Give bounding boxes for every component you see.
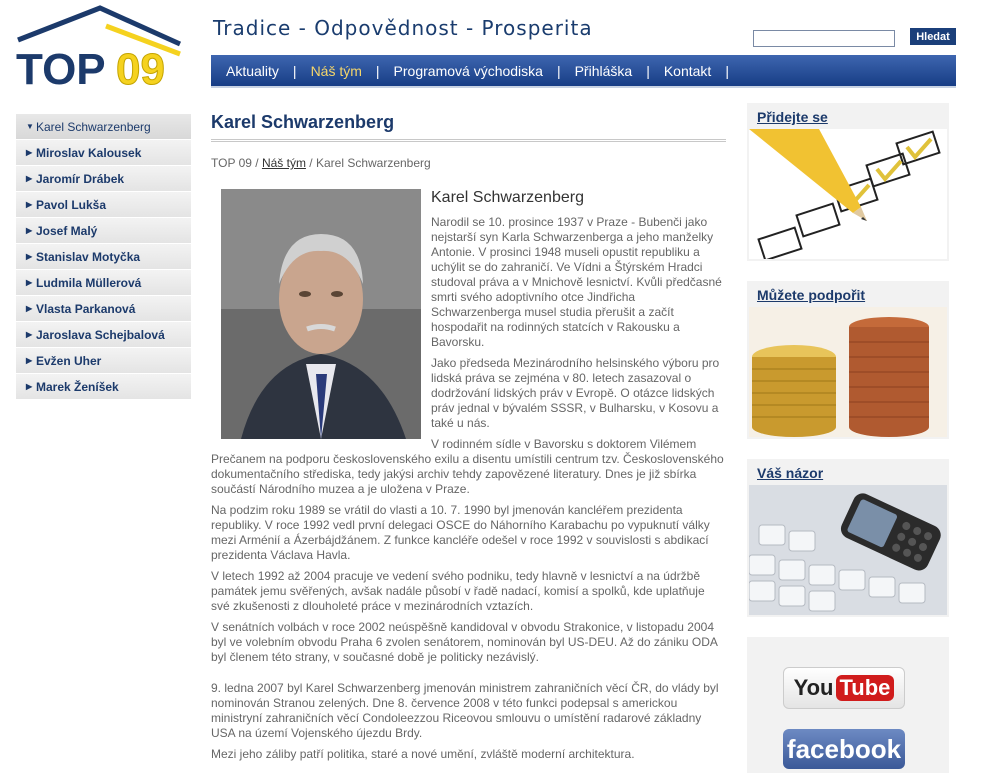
main-content [211,112,726,761]
sidebar-item-jaroslava-schejbalova[interactable] [16,322,191,348]
search-input[interactable] [753,30,895,47]
sidebar-item-evzen-uher[interactable] [16,348,191,374]
sidebar-item-label: Evžen Uher [36,353,102,368]
support-box [747,281,949,439]
nav-aktuality[interactable]: Aktuality [226,62,279,79]
article-paragraph: Mezi jeho záliby patří politika, staré a nové umění, zvláště moderní architektura. [211,747,635,761]
sidebar-item-label: Stanislav Motyčka [36,249,141,264]
join-link[interactable]: Přidejte se [757,109,828,125]
chevron-right-icon: ▶ [26,278,33,287]
sidebar-item-vlasta-parkanova[interactable] [16,296,191,322]
facebook-button[interactable]: facebook [783,729,905,769]
page-title: Karel Schwarzenberg [211,112,726,142]
nav-separator: | [556,62,561,79]
slogan: Tradice - Odpovědnost - Prosperita [213,16,593,40]
checklist-pencil-image[interactable] [749,129,947,259]
breadcrumb-home[interactable]: TOP 09 [211,156,252,170]
sidebar-item-label: Pavol Lukša [36,197,107,212]
chevron-right-icon: ▶ [26,226,33,235]
social-box [747,637,949,773]
nav-programova-vychodiska[interactable]: Programová východiska [393,62,543,79]
sidebar-item-label: Karel Schwarzenberg [36,119,151,134]
chevron-right-icon: ▶ [26,200,33,209]
nav-separator: | [292,62,297,79]
nav-separator: | [646,62,650,79]
youtube-you: You [793,675,834,700]
chevron-right-icon: ▶ [26,330,33,339]
sidebar-item-ludmila-mullerova[interactable] [16,270,191,296]
phone-keyboard-image[interactable] [749,485,947,615]
sidebar-item-label: Jaroslava Schejbalová [36,327,165,342]
breadcrumb [211,156,726,170]
sidebar-item-josef-maly[interactable] [16,218,191,244]
sidebar-item-label: Josef Malý [36,223,98,238]
nav-prihlaska[interactable]: Přihláška [574,62,633,79]
join-box [747,103,949,261]
chevron-right-icon: ▶ [26,174,33,183]
support-link[interactable]: Můžete podpořit [757,287,866,303]
sidebar-item-label: Vlasta Parkanová [36,301,136,316]
breadcrumb-current: Karel Schwarzenberg [315,156,431,170]
article-paragraph: Narodil se 10. prosince 1937 v Praze - Bubenči jako nejstarší syn Karla Schwarzenberga a jeho manželky Antonie. V prosinci 1948 museli opustit republiku a uchýlit se do zahraničí. Ve Vídni a Štýrském Hradci studoval práva a v Mnichově lesnictví. Kvůli předčasné smrti svého adoptivního otce Jindřicha Schwarzenberga musel studia přerušit a začít hospodařit na rodinných statcích v Rakousku a Bavorsku. [431,215,722,349]
sidebar-item-jaromir-drabek[interactable] [16,166,191,192]
nav-nas-tym[interactable]: Náš tým [310,62,362,79]
sidebar-item-miroslav-kalousek[interactable] [16,140,191,166]
sidebar-item-pavol-luksa[interactable] [16,192,191,218]
article-heading: Karel Schwarzenberg [431,189,584,206]
team-sidebar [16,114,191,400]
sidebar-item-label: Marek Ženíšek [36,379,119,394]
search-button[interactable]: Hledat [910,28,956,45]
chevron-down-icon: ▼ [26,122,34,131]
article-paragraph: V senátních volbách v roce 2002 neúspěšně kandidoval v obvodu Strakonice, v listopadu 2004 byl ve volebním obvodu Praha 6 zvolen senátorem, nominován byl US-DEU. Až do zániku ODA byl členem této strany, v současné době je politicky nezávislý. [211,620,718,664]
sidebar-item-label: Ludmila Müllerová [36,275,142,290]
sidebar-item-marek-zenisek[interactable] [16,374,191,400]
breadcrumb-separator: / [305,156,316,170]
logo-number: 09 [116,45,165,90]
sidebar-item-label: Miroslav Kalousek [36,145,142,160]
sidebar-item-label: Jaromír Drábek [36,171,125,186]
breadcrumb-section[interactable]: Náš tým [261,156,306,170]
main-nav [211,55,956,88]
article-paragraph: 9. ledna 2007 byl Karel Schwarzenberg jmenován ministrem zahraničních věcí ČR, do vlády byl nominován Stranou zelených. Dne 8. července 2008 v této funkci podepsal s americkou ministryní zahraničních věcí Condoleezzou Riceovou smlouvu o umístění radarové základny USA na území Vojenského újezdu Brdy. [211,681,719,740]
right-column [747,103,949,773]
logo-text: TOP [16,45,106,90]
coins-image[interactable] [749,307,947,437]
article-paragraph: V rodinném sídle v Bavorsku s doktorem Vilémem Prečanem na podporu československého exilu a disentu umístili centrum tzv. Československého dokumentačního střediska, tedy jakýsi archiv tehdy zapovězené literatury. Dnes je již sbírka součástí Národního muzea a je uložena v Praze. [211,437,724,496]
opinion-box [747,459,949,617]
youtube-tube: Tube [836,675,895,701]
breadcrumb-separator: / [251,156,262,170]
sidebar-item-stanislav-motycka[interactable] [16,244,191,270]
chevron-right-icon: ▶ [26,382,33,391]
youtube-button[interactable] [783,667,905,709]
chevron-right-icon: ▶ [26,148,33,157]
chevron-right-icon: ▶ [26,304,33,313]
article-paragraph: Na podzim roku 1989 se vrátil do vlasti a 10. 7. 1990 byl jmenován kancléřem prezidenta republiky. V roce 1992 vedl první delegaci OSCE do Náhorního Karabachu po vypuknutí války mezi Arménií a Ázerbájdžánem. Z funkce kancléře odešel v roce 1992 v souvislosti s abdikací prezidenta Václava Havla. [211,503,710,562]
sidebar-item-karel-schwarzenberg[interactable] [16,114,191,140]
chevron-right-icon: ▶ [26,356,33,365]
chevron-right-icon: ▶ [26,252,33,261]
nav-kontakt[interactable]: Kontakt [663,62,712,79]
opinion-link[interactable]: Váš názor [757,465,824,481]
article-paragraph: V letech 1992 až 2004 pracuje ve vedení svého podniku, tedy hlavně v lesnictví a na údržbě památek jemu svěřených, avšak nadále působí v řadě nadací, komisí a spolků, kde uplatňuje své zkušenosti z dlouholeté práce v mezinárodních vztazích. [211,569,705,613]
search-form [753,28,950,47]
article [211,189,726,768]
nav-separator: | [725,62,729,79]
top09-logo[interactable] [14,4,186,90]
nav-separator: | [375,62,380,79]
article-paragraph: Jako předseda Mezinárodního helsinského výboru pro lidská práva se zejména v 80. letech zasazoval o dodržování lidských práv v Evropě. O otázce lidských práv jednal v bývalém SSSR, v Bulharsku, v Kosovu a také u nás. [431,356,720,430]
